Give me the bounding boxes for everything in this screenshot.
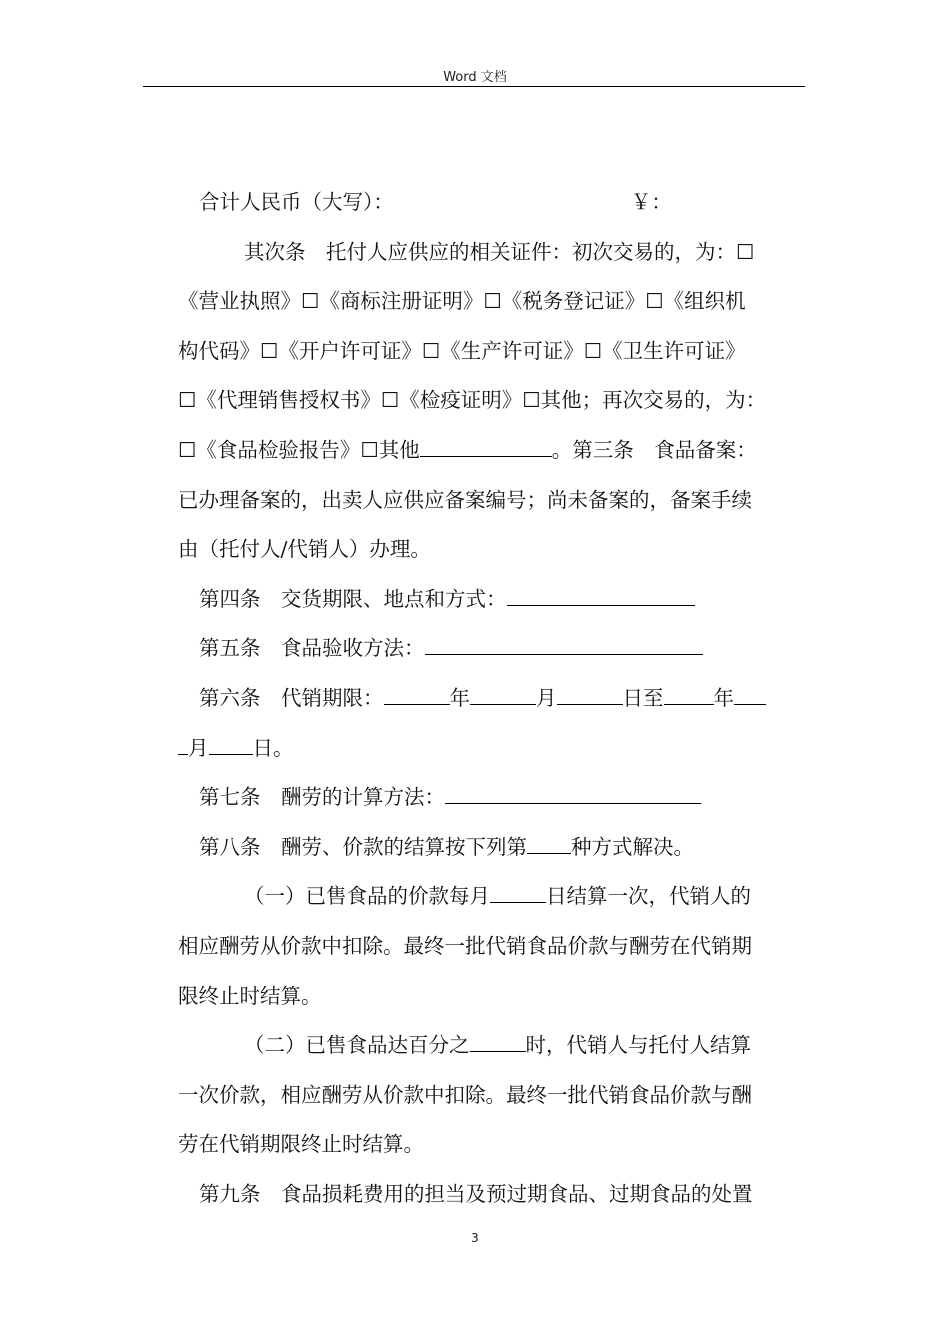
line-article-6: 第六条 代销期限： 年 月 日至 年 (178, 674, 806, 724)
line-method-2-end: 劳在代销期限终止时结算。 (178, 1132, 424, 1157)
line-certificates-1: 《营业执照》☐《商标注册证明》☐《税务登记证》☐《组织机 (178, 289, 746, 314)
blank-start-day (557, 684, 623, 705)
line-method-1-cont: 相应酬劳从价款中扣除。最终一批代销食品价款与酬劳在代销期 (178, 933, 752, 958)
line-article-5: 第五条 食品验收方法： (178, 624, 806, 674)
blank-calculation (445, 783, 701, 804)
line-method-1-end: 限终止时结算。 (178, 983, 322, 1008)
blank-start-year (384, 684, 450, 705)
line-certificates-3: ☐《代理销售授权书》☐《检疫证明》☐其他；再次交易的，为： (178, 388, 767, 413)
line-article-6-cont: 月 日。 (178, 724, 806, 774)
blank-percentage (470, 1031, 526, 1052)
line-filing-2: 由（托付人/代销人）办理。 (178, 537, 431, 562)
blank-delivery (507, 585, 695, 606)
line-certificates-4: ☐《食品检验报告》☐其他 。第三条 食品备案： (178, 437, 757, 462)
line-total (178, 178, 806, 228)
blank-method-number (527, 833, 571, 854)
line-method-1: （一）已售食品的价款每月 日结算一次，代销人的 (244, 884, 751, 909)
page-number: 3 (471, 1231, 479, 1245)
line-article-9: 第九条 食品损耗费用的担当及预过期食品、过期食品的处置 (199, 1181, 753, 1206)
blank-start-month (470, 684, 536, 705)
header-rule (143, 86, 805, 87)
line-article-8: 第八条 酬劳、价款的结算按下列第 种方式解决。 (199, 834, 694, 859)
line-article-4: 第四条 交货期限、地点和方式： (178, 575, 806, 625)
blank-other (420, 436, 552, 457)
line-filing-1: 已办理备案的，出卖人应供应备案编号；尚未备案的，备案手续 (178, 487, 752, 512)
blank-settlement-day (490, 882, 546, 903)
line-article-2: 其次条 托付人应供应的相关证件：初次交易的，为：☐ (244, 239, 755, 264)
line-method-2: （二）已售食品达百分之 时，代销人与托付人结算 (244, 1033, 751, 1058)
line-article-7: 第七条 酬劳的计算方法： (178, 773, 806, 823)
page-header: Word 文档 (443, 70, 507, 85)
document-body (178, 178, 806, 1219)
blank-end-month-b (178, 734, 188, 755)
blank-end-month-a (734, 684, 766, 705)
total-label: 合计人民币（大写）： (199, 190, 394, 214)
blank-inspection (425, 634, 703, 655)
yuan-label: ￥： (630, 190, 672, 214)
blank-end-year (664, 684, 714, 705)
line-method-2-cont: 一次价款，相应酬劳从价款中扣除。最终一批代销食品价款与酬 (178, 1082, 752, 1107)
blank-end-day (209, 734, 253, 755)
line-certificates-2: 构代码》☐《开户许可证》☐《生产许可证》☐《卫生许可证》 (178, 338, 746, 363)
